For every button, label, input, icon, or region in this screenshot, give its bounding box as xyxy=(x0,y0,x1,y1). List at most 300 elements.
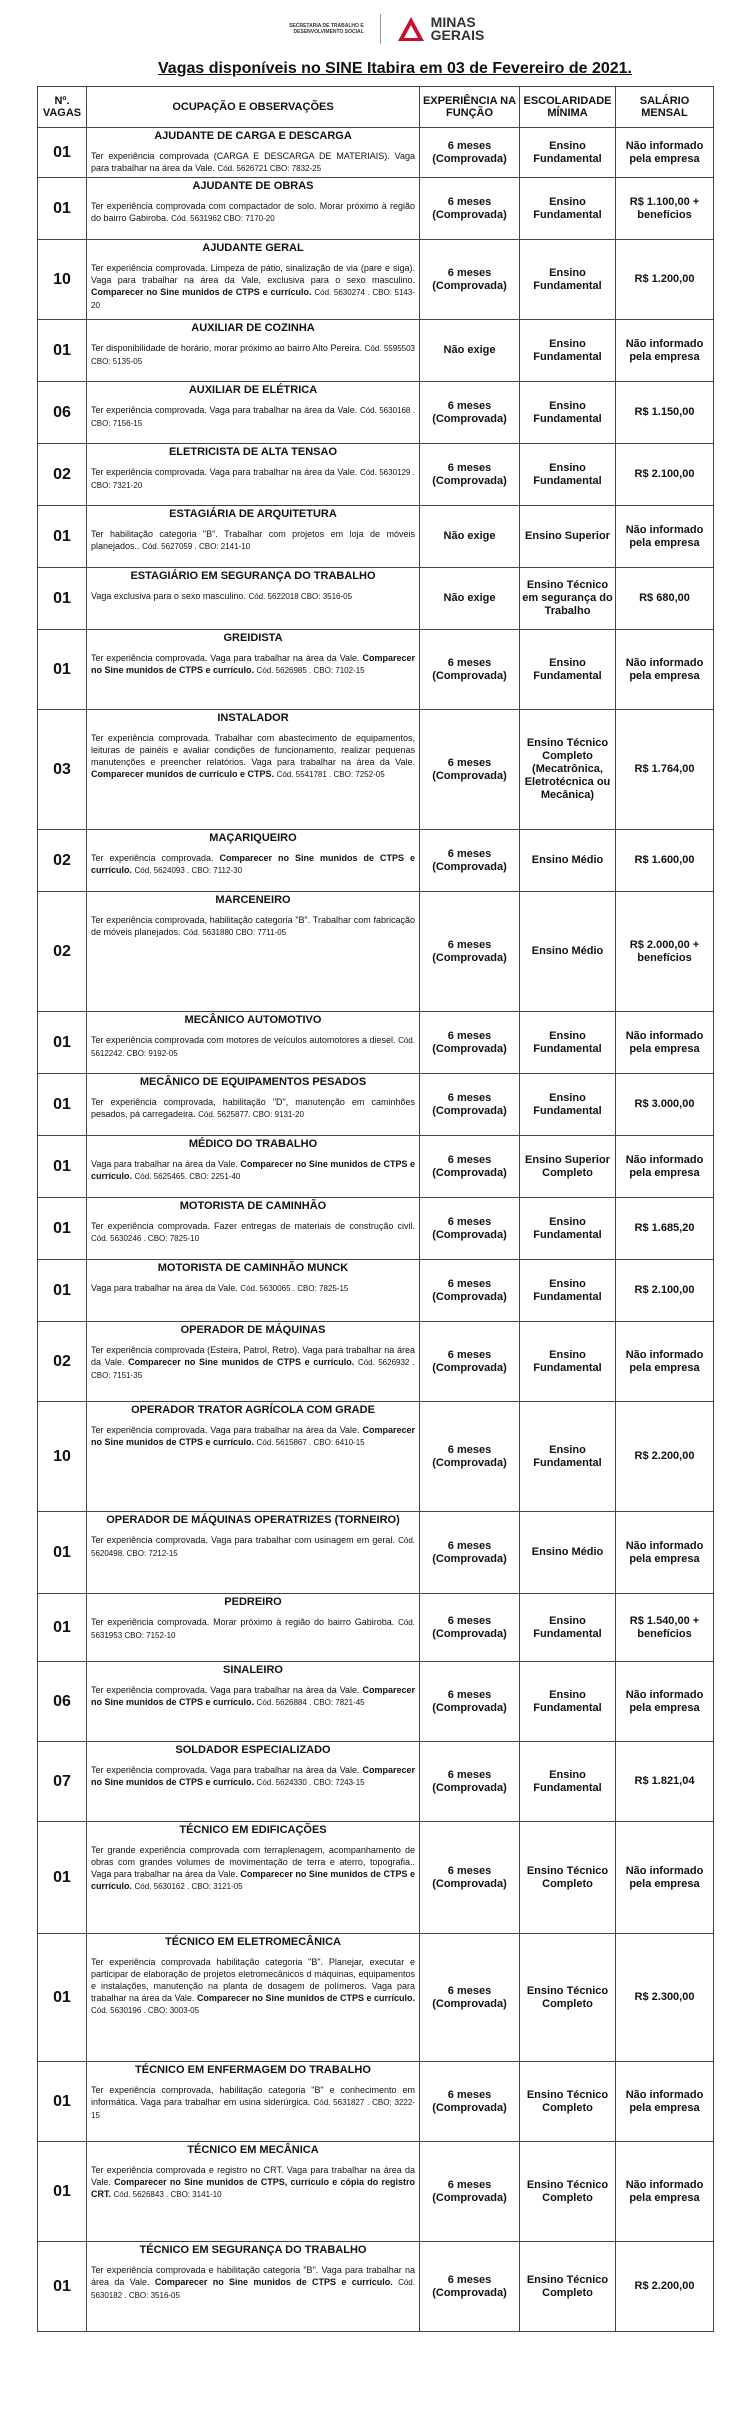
job-code: Cód. 5624330 . CBO: 7243-15 xyxy=(256,1778,365,1787)
table-row xyxy=(38,382,714,444)
ocupacao-description xyxy=(91,2164,415,2201)
ocupacao-cell xyxy=(87,2142,420,2242)
description-text: Ter experiência comprovada. xyxy=(91,853,214,863)
table-row xyxy=(38,1012,714,1074)
secretaria-label: SECRETARIA DE TRABALHO E DESENVOLVIMENTO SOCIAL xyxy=(289,23,364,35)
ocupacao-description xyxy=(91,914,415,939)
job-code: Cód. 5630274 . CBO: 5143-20 xyxy=(91,288,415,310)
ocupacao-title: MECÂNICO AUTOMOTIVO xyxy=(184,1014,322,1026)
escolaridade-cell: Ensino Fundamental xyxy=(520,382,616,444)
ocupacao-description xyxy=(91,2084,415,2122)
experiencia-cell: 6 meses (Comprovada) xyxy=(420,2142,520,2242)
vagas-count: 01 xyxy=(38,1934,87,2062)
job-code: Cód. 5630196 . CBO: 3003-05 xyxy=(91,2006,200,2015)
job-code: Cód. 5624093 . CBO: 7112-30 xyxy=(134,866,243,875)
table-row xyxy=(38,1322,714,1402)
ocupacao-title: TÉCNICO EM EDIFICAÇÕES xyxy=(179,1824,327,1836)
ocupacao-cell xyxy=(87,1198,420,1260)
ocupacao-description xyxy=(91,1034,415,1060)
ocupacao-title: MARCENEIRO xyxy=(215,894,291,906)
ocupacao-cell xyxy=(87,1742,420,1822)
ocupacao-cell xyxy=(87,892,420,1012)
experiencia-cell: 6 meses (Comprovada) xyxy=(420,1662,520,1742)
description-text: Ter experiência comprovada. Vaga para trabalhar na área da Vale. xyxy=(91,1425,360,1435)
salario-cell: R$ 1.764,00 xyxy=(616,710,714,830)
description-notice: Comparecer no Sine munidos de CTPS e currículo. xyxy=(154,2277,393,2287)
ocupacao-description xyxy=(91,590,415,603)
experiencia-cell: 6 meses (Comprovada) xyxy=(420,1402,520,1512)
ocupacao-title: SINALEIRO xyxy=(223,1664,283,1676)
job-code: Cód. 5630065 . CBO: 7825-15 xyxy=(240,1284,349,1293)
ocupacao-title: TÉCNICO EM MECÂNICA xyxy=(187,2144,319,2156)
table-row xyxy=(38,2142,714,2242)
vagas-count: 01 xyxy=(38,178,87,240)
job-code: Cód. 5626721 CBO: 7832-25 xyxy=(217,164,322,173)
description-text: Ter grande experiência comprovada com terraplenagem, acompanhamento de obras com grandes volumes de movimentação de terra e aterro, topografia.. Vaga para trabalhar na área da Vale. xyxy=(91,1845,415,1879)
experiencia-cell: 6 meses (Comprovada) xyxy=(420,892,520,1012)
description-text: Ter experiência comprovada com compactador de solo. Morar próximo à região do bairro Gabiroba. xyxy=(91,201,415,223)
escolaridade-cell: Ensino Técnico Completo xyxy=(520,1822,616,1934)
logo-line-2: GERAIS xyxy=(430,27,485,43)
escolaridade-cell: Ensino Técnico Completo xyxy=(520,2062,616,2142)
table-row xyxy=(38,892,714,1012)
ocupacao-description xyxy=(91,404,415,430)
salario-cell: R$ 3.000,00 xyxy=(616,1074,714,1136)
job-code: Cód. 5625877. CBO: 9131-20 xyxy=(198,1110,304,1119)
table-row xyxy=(38,2062,714,2142)
page-title: Vagas disponíveis no SINE Itabira em 03 de Fevereiro de 2021. xyxy=(158,60,632,77)
experiencia-cell: 6 meses (Comprovada) xyxy=(420,710,520,830)
ocupacao-cell xyxy=(87,710,420,830)
description-notice: Comparecer no Sine munidos de CTPS e currículo. xyxy=(91,1159,415,1181)
salario-cell: R$ 2.200,00 xyxy=(616,1402,714,1512)
escolaridade-cell: Ensino Fundamental xyxy=(520,630,616,710)
ocupacao-description xyxy=(91,1424,415,1449)
experiencia-cell: 6 meses (Comprovada) xyxy=(420,382,520,444)
table-row xyxy=(38,1260,714,1322)
ocupacao-cell xyxy=(87,1934,420,2062)
table-row xyxy=(38,1136,714,1198)
ocupacao-title: AJUDANTE DE OBRAS xyxy=(192,180,314,192)
table-row xyxy=(38,568,714,630)
ocupacao-title: OPERADOR DE MÁQUINAS xyxy=(180,1324,326,1336)
salario-cell: Não informado pela empresa xyxy=(616,1512,714,1594)
salario-cell: R$ 2.300,00 xyxy=(616,1934,714,2062)
experiencia-cell: 6 meses (Comprovada) xyxy=(420,630,520,710)
ocupacao-cell xyxy=(87,382,420,444)
table-row xyxy=(38,506,714,568)
ocupacao-cell xyxy=(87,1136,420,1198)
vagas-count: 01 xyxy=(38,1074,87,1136)
experiencia-cell: Não exige xyxy=(420,568,520,630)
col-header-experiencia: EXPERIÊNCIA NA FUNÇÃO xyxy=(420,87,520,128)
ocupacao-cell xyxy=(87,568,420,630)
salario-cell: Não informado pela empresa xyxy=(616,2142,714,2242)
escolaridade-cell: Ensino Superior Completo xyxy=(520,1136,616,1198)
salario-cell: R$ 1.150,00 xyxy=(616,382,714,444)
col-header-vagas: Nº. VAGAS xyxy=(38,87,87,128)
escolaridade-cell: Ensino Fundamental xyxy=(520,1742,616,1822)
table-row xyxy=(38,1198,714,1260)
job-code: Cód. 5631953 CBO: 7152-10 xyxy=(91,1618,415,1640)
ocupacao-title: PEDREIRO xyxy=(224,1596,282,1608)
ocupacao-title: AJUDANTE GERAL xyxy=(202,242,304,254)
job-code: Cód. 5631880 CBO: 7711-05 xyxy=(183,928,287,937)
vagas-count: 02 xyxy=(38,830,87,892)
ocupacao-cell xyxy=(87,1260,420,1322)
table-row xyxy=(38,1822,714,1934)
salario-cell: Não informado pela empresa xyxy=(616,1136,714,1198)
col-header-escolaridade: ESCOLARIDADE MÍNIMA xyxy=(520,87,616,128)
ocupacao-title: MOTORISTA DE CAMINHÃO MUNCK xyxy=(157,1262,349,1274)
experiencia-cell: 6 meses (Comprovada) xyxy=(420,2062,520,2142)
salario-cell: Não informado pela empresa xyxy=(616,2062,714,2142)
ocupacao-title: MAÇARIQUEIRO xyxy=(209,832,297,844)
salario-cell: R$ 2.200,00 xyxy=(616,2242,714,2332)
description-text: Ter experiência comprovada. Vaga para trabalhar na área da Vale. xyxy=(91,467,358,477)
escolaridade-cell: Ensino Médio xyxy=(520,1512,616,1594)
escolaridade-cell: Ensino Fundamental xyxy=(520,178,616,240)
description-text: Ter experiência comprovada. Trabalhar com abastecimento de equipamentos, leituras de painéis e avaliar condições de funcionamento, realizar pequenas manutenções e preencher relatórios. Vaga para trabalhar na área da Vale. xyxy=(91,733,415,767)
job-code: Cód. 5630246 . CBO: 7825-10 xyxy=(91,1234,200,1243)
table-row xyxy=(38,1594,714,1662)
vagas-count: 01 xyxy=(38,1136,87,1198)
ocupacao-title: ESTAGIÁRIO EM SEGURANÇA DO TRABALHO xyxy=(130,570,376,582)
description-text: Ter experiência comprovada. Vaga para trabalhar com usinagem em geral. xyxy=(91,1535,395,1545)
description-text: Ter experiência comprovada. Limpeza de pátio, sinalização de via (pare e siga). Vaga para trabalhar na área da Vale, exclusiva para o sexo masculino. xyxy=(91,263,415,285)
job-code: Cód. 5630182 . CBO: 3516-05 xyxy=(91,2278,415,2300)
experiencia-cell: 6 meses (Comprovada) xyxy=(420,2242,520,2332)
salario-cell: Não informado pela empresa xyxy=(616,1322,714,1402)
vacancies-table xyxy=(37,86,714,2332)
table-row xyxy=(38,830,714,892)
ocupacao-description xyxy=(91,150,415,175)
table-row xyxy=(38,1402,714,1512)
escolaridade-cell: Ensino Médio xyxy=(520,892,616,1012)
salario-cell: R$ 2.000,00 + benefícios xyxy=(616,892,714,1012)
description-text: Ter experiência comprovada e habilitação categoria "B". Vaga para trabalhar na área da Vale. xyxy=(91,2265,415,2287)
minas-gerais-logo xyxy=(397,15,485,43)
description-text: Vaga para trabalhar na área da Vale. xyxy=(91,1159,238,1169)
table-row xyxy=(38,444,714,506)
ocupacao-title: TÉCNICO EM ENFERMAGEM DO TRABALHO xyxy=(135,2064,371,2076)
experiencia-cell: 6 meses (Comprovada) xyxy=(420,1198,520,1260)
table-row xyxy=(38,1742,714,1822)
job-code: Cód. 5630162 . CBO: 3121-05 xyxy=(134,1882,243,1891)
experiencia-cell: 6 meses (Comprovada) xyxy=(420,1512,520,1594)
experiencia-cell: 6 meses (Comprovada) xyxy=(420,128,520,178)
vagas-count: 02 xyxy=(38,444,87,506)
ocupacao-description xyxy=(91,1616,415,1642)
ocupacao-cell xyxy=(87,1594,420,1662)
description-text: Ter experiência comprovada. Vaga para trabalhar na área da Vale. xyxy=(91,405,358,415)
ocupacao-description xyxy=(91,1764,415,1789)
ocupacao-title: GREIDISTA xyxy=(223,632,283,644)
vagas-count: 01 xyxy=(38,1512,87,1594)
ocupacao-description xyxy=(91,1344,415,1382)
ocupacao-cell xyxy=(87,128,420,178)
vagas-count: 01 xyxy=(38,2142,87,2242)
salario-cell: R$ 1.685,20 xyxy=(616,1198,714,1260)
description-notice: Comparecer no Sine munidos de CTPS e currículo. xyxy=(91,1425,415,1447)
vagas-count: 03 xyxy=(38,710,87,830)
job-code: Cód. 5631827 . CBO: 3222-15 xyxy=(91,2098,415,2120)
table-header-row xyxy=(38,87,714,128)
description-text: Ter disponibilidade de horário, morar próximo ao bairro Alto Pereira. xyxy=(91,343,363,353)
experiencia-cell: 6 meses (Comprovada) xyxy=(420,1594,520,1662)
logo-line-1: MINAS xyxy=(430,14,476,30)
vagas-count: 01 xyxy=(38,1012,87,1074)
ocupacao-description xyxy=(91,200,415,225)
table-row xyxy=(38,1512,714,1594)
ocupacao-cell xyxy=(87,178,420,240)
description-notice: Comparecer no Sine munidos de CTPS e currículo. xyxy=(91,1765,415,1787)
escolaridade-cell: Ensino Fundamental xyxy=(520,1260,616,1322)
salario-cell: Não informado pela empresa xyxy=(616,320,714,382)
ocupacao-description xyxy=(91,528,415,553)
description-text: Vaga exclusiva para o sexo masculino. xyxy=(91,591,246,601)
description-text: Ter experiência comprovada, habilitação categoria "B". Trabalhar com fabricação de móveis planejados. xyxy=(91,915,415,937)
ocupacao-title: OPERADOR TRATOR AGRÍCOLA COM GRADE xyxy=(131,1404,375,1416)
experiencia-cell: 6 meses (Comprovada) xyxy=(420,1822,520,1934)
ocupacao-cell xyxy=(87,1012,420,1074)
table-row xyxy=(38,1934,714,2062)
description-text: Ter experiência comprovada habilitação categoria "B". Planejar, executar e participar de elaboração de projetos eletromecânicos d máquinas, equipamentos e instalações, manutenção na planta de dosagem de polímeros. Vaga para trabalhar na área da Vale. xyxy=(91,1957,415,2003)
description-notice: Comparecer no Sine munidos de CTPS e currículo. xyxy=(196,1993,415,2003)
vagas-count: 01 xyxy=(38,2242,87,2332)
table-row xyxy=(38,320,714,382)
table-row xyxy=(38,1662,714,1742)
description-text: Ter habilitação categoria "B". Trabalhar com projetos em loja de móveis planejados.. xyxy=(91,529,415,551)
escolaridade-cell: Ensino Técnico Completo (Mecatrônica, Eletrotécnica ou Mecânica) xyxy=(520,710,616,830)
ocupacao-title: MOTORISTA DE CAMINHÃO xyxy=(179,1200,327,1212)
ocupacao-title: AJUDANTE DE CARGA E DESCARGA xyxy=(154,130,352,142)
escolaridade-cell: Ensino Técnico Completo xyxy=(520,2142,616,2242)
ocupacao-cell xyxy=(87,1512,420,1594)
page-header xyxy=(0,0,750,58)
experiencia-cell: 6 meses (Comprovada) xyxy=(420,444,520,506)
salario-cell: R$ 1.540,00 + benefícios xyxy=(616,1594,714,1662)
job-code: Cód. 5615867 . CBO: 6410-15 xyxy=(256,1438,365,1447)
vagas-count: 06 xyxy=(38,1662,87,1742)
vagas-count: 01 xyxy=(38,506,87,568)
ocupacao-title: TÉCNICO EM ELETROMECÂNICA xyxy=(165,1936,341,1948)
description-text: Vaga para trabalhar na área da Vale. xyxy=(91,1283,238,1293)
job-code: Cód. 5630129 . CBO: 7321-20 xyxy=(91,468,415,490)
job-code: Cód. 5595503 CBO: 5135-05 xyxy=(91,344,416,366)
salario-cell: R$ 2.100,00 xyxy=(616,444,714,506)
ocupacao-title: MECÂNICO DE EQUIPAMENTOS PESADOS xyxy=(139,1076,367,1088)
salario-cell: R$ 680,00 xyxy=(616,568,714,630)
vagas-count: 07 xyxy=(38,1742,87,1822)
ocupacao-description xyxy=(91,852,415,877)
escolaridade-cell: Ensino Técnico em segurança do Trabalho xyxy=(520,568,616,630)
ocupacao-description xyxy=(91,1158,415,1183)
job-code: Cód. 5612242. CBO: 9192-05 xyxy=(91,1036,415,1058)
description-text: Ter experiência comprovada com motores de veículos automotores a diesel. xyxy=(91,1035,396,1045)
salario-cell: Não informado pela empresa xyxy=(616,128,714,178)
description-text: Ter experiência comprovada. Morar próximo à região do bairro Gabiroba. xyxy=(91,1617,395,1627)
ocupacao-cell xyxy=(87,320,420,382)
description-text: Ter experiência comprovada, habilitação "D", manutenção em caminhões pesados, pá carregadeira. xyxy=(91,1097,415,1119)
experiencia-cell: 6 meses (Comprovada) xyxy=(420,1260,520,1322)
table-row xyxy=(38,2242,714,2332)
table-row xyxy=(38,630,714,710)
escolaridade-cell: Ensino Fundamental xyxy=(520,1402,616,1512)
vagas-count: 01 xyxy=(38,128,87,178)
ocupacao-description xyxy=(91,732,415,781)
job-code: Cód. 5626985 . CBO: 7102-15 xyxy=(256,666,365,675)
salario-cell: R$ 1.600,00 xyxy=(616,830,714,892)
ocupacao-cell xyxy=(87,2062,420,2142)
experiencia-cell: 6 meses (Comprovada) xyxy=(420,1322,520,1402)
ocupacao-description xyxy=(91,1684,415,1709)
vagas-count: 02 xyxy=(38,892,87,1012)
ocupacao-title: AUXILIAR DE COZINHA xyxy=(191,322,315,334)
ocupacao-cell xyxy=(87,1074,420,1136)
ocupacao-description xyxy=(91,1220,415,1245)
description-text: Ter experiência comprovada. Vaga para trabalhar na área da Vale. xyxy=(91,1765,360,1775)
experiencia-cell: 6 meses (Comprovada) xyxy=(420,1742,520,1822)
experiencia-cell: 6 meses (Comprovada) xyxy=(420,1074,520,1136)
ocupacao-title: ESTAGIÁRIA DE ARQUITETURA xyxy=(169,508,337,520)
job-code: Cód. 5631962 CBO: 7170-20 xyxy=(171,214,275,223)
description-text: Ter experiência comprovada (Esteira, Patrol, Retro). Vaga para trabalhar na área da Vale. xyxy=(91,1345,415,1367)
ocupacao-description xyxy=(91,342,415,368)
ocupacao-cell xyxy=(87,1402,420,1512)
ocupacao-description xyxy=(91,1534,415,1560)
job-code: Cód. 5620498. CBO: 7212-15 xyxy=(91,1536,415,1558)
ocupacao-description xyxy=(91,1096,415,1121)
description-text: Ter experiência comprovada, habilitação categoria "B" e conhecimento em informática. Vaga para trabalhar em usina siderúrgica. xyxy=(91,2085,415,2107)
escolaridade-cell: Ensino Fundamental xyxy=(520,240,616,320)
salario-cell: Não informado pela empresa xyxy=(616,1822,714,1934)
escolaridade-cell: Ensino Técnico Completo xyxy=(520,1934,616,2062)
vagas-count: 01 xyxy=(38,1822,87,1934)
table-row xyxy=(38,178,714,240)
escolaridade-cell: Ensino Fundamental xyxy=(520,320,616,382)
job-code: Cód. 5626932 . CBO: 7151-35 xyxy=(91,1358,415,1380)
job-code: Cód. 5626884 . CBO: 7821-45 xyxy=(256,1698,365,1707)
col-header-salario: SALÁRIO MENSAL xyxy=(616,87,714,128)
job-code: Cód. 5625465. CBO: 2251-40 xyxy=(134,1172,241,1181)
escolaridade-cell: Ensino Fundamental xyxy=(520,128,616,178)
ocupacao-description xyxy=(91,1956,415,2017)
description-notice: Comparecer munidos de currículo e CTPS. xyxy=(91,769,275,779)
ocupacao-description xyxy=(91,1844,415,1893)
escolaridade-cell: Ensino Fundamental xyxy=(520,1198,616,1260)
experiencia-cell: Não exige xyxy=(420,506,520,568)
vagas-count: 01 xyxy=(38,320,87,382)
escolaridade-cell: Ensino Fundamental xyxy=(520,1012,616,1074)
ocupacao-title: AUXILIAR DE ELÉTRICA xyxy=(188,384,318,396)
col-header-ocupacao: OCUPAÇÃO E OBSERVAÇÕES xyxy=(87,87,420,128)
vagas-count: 10 xyxy=(38,1402,87,1512)
description-notice: Comparecer no Sine munidos de CTPS e currículo. xyxy=(91,1869,415,1891)
description-notice: Comparecer no Sine munidos de CTPS e currículo. xyxy=(91,853,415,875)
ocupacao-description xyxy=(91,2264,415,2302)
table-row xyxy=(38,1074,714,1136)
ocupacao-cell xyxy=(87,830,420,892)
job-code: Cód. 5622018 CBO: 3516-05 xyxy=(248,592,353,601)
salario-cell: Não informado pela empresa xyxy=(616,1662,714,1742)
ocupacao-cell xyxy=(87,1822,420,1934)
description-text: Ter experiência comprovada. Vaga para trabalhar na área da Vale. xyxy=(91,1685,360,1695)
experiencia-cell: 6 meses (Comprovada) xyxy=(420,1012,520,1074)
vagas-count: 01 xyxy=(38,1260,87,1322)
ocupacao-title: ELETRICISTA DE ALTA TENSAO xyxy=(168,446,338,458)
table-row xyxy=(38,710,714,830)
ocupacao-title: TÉCNICO EM SEGURANÇA DO TRABALHO xyxy=(139,2244,367,2256)
escolaridade-cell: Ensino Fundamental xyxy=(520,1322,616,1402)
job-code: Cód. 5627059 . CBO: 2141-10 xyxy=(142,542,251,551)
experiencia-cell: 6 meses (Comprovada) xyxy=(420,178,520,240)
salario-cell: R$ 1.100,00 + benefícios xyxy=(616,178,714,240)
experiencia-cell: 6 meses (Comprovada) xyxy=(420,830,520,892)
job-code: Cód. 5626843 . CBO: 3141-10 xyxy=(113,2190,222,2199)
escolaridade-cell: Ensino Superior xyxy=(520,506,616,568)
ocupacao-cell xyxy=(87,506,420,568)
vagas-count: 06 xyxy=(38,382,87,444)
vagas-count: 01 xyxy=(38,2062,87,2142)
description-text: Ter experiência comprovada. Fazer entregas de materiais de construção civil. xyxy=(91,1221,415,1231)
ocupacao-title: SOLDADOR ESPECIALIZADO xyxy=(175,1744,331,1756)
description-notice: Comparecer no Sine munidos de CTPS e currículo. xyxy=(91,287,312,297)
vagas-count: 01 xyxy=(38,568,87,630)
vagas-count: 01 xyxy=(38,1594,87,1662)
escolaridade-cell: Ensino Técnico Completo xyxy=(520,2242,616,2332)
ocupacao-description xyxy=(91,466,415,492)
escolaridade-cell: Ensino Médio xyxy=(520,830,616,892)
description-notice: Comparecer no Sine munidos de CTPS, currículo e cópia do registro CRT. xyxy=(91,2177,415,2199)
escolaridade-cell: Ensino Fundamental xyxy=(520,444,616,506)
vagas-count: 01 xyxy=(38,630,87,710)
vagas-count: 10 xyxy=(38,240,87,320)
ocupacao-cell xyxy=(87,2242,420,2332)
ocupacao-cell xyxy=(87,1322,420,1402)
salario-cell: R$ 2.100,00 xyxy=(616,1260,714,1322)
ocupacao-cell xyxy=(87,630,420,710)
description-notice: Comparecer no Sine munidos de CTPS e currículo. xyxy=(91,1685,415,1707)
ocupacao-description xyxy=(91,1282,415,1295)
description-text: Ter experiência comprovada (CARGA E DESCARGA DE MATERIAIS). Vaga para trabalhar na área da Vale. xyxy=(91,151,415,173)
escolaridade-cell: Ensino Fundamental xyxy=(520,1662,616,1742)
ocupacao-title: MÉDICO DO TRABALHO xyxy=(188,1138,318,1150)
experiencia-cell: 6 meses (Comprovada) xyxy=(420,1136,520,1198)
salario-cell: R$ 1.200,00 xyxy=(616,240,714,320)
ocupacao-cell xyxy=(87,1662,420,1742)
escolaridade-cell: Ensino Fundamental xyxy=(520,1074,616,1136)
logo-divider xyxy=(380,14,381,44)
vagas-count: 01 xyxy=(38,1198,87,1260)
triangle-logo-icon xyxy=(397,15,425,43)
ocupacao-title: INSTALADOR xyxy=(217,712,289,724)
experiencia-cell: 6 meses (Comprovada) xyxy=(420,240,520,320)
ocupacao-cell xyxy=(87,444,420,506)
description-notice: Comparecer no Sine munidos de CTPS e currículo. xyxy=(91,653,415,675)
table-row xyxy=(38,128,714,178)
experiencia-cell: Não exige xyxy=(420,320,520,382)
salario-cell: Não informado pela empresa xyxy=(616,1012,714,1074)
description-text: Ter experiência comprovada. Vaga para trabalhar na área da Vale. xyxy=(91,653,360,663)
experiencia-cell: 6 meses (Comprovada) xyxy=(420,1934,520,2062)
table-body xyxy=(38,128,714,2332)
description-notice: Comparecer no Sine munidos de CTPS e currículo. xyxy=(128,1357,355,1367)
ocupacao-description xyxy=(91,262,415,312)
vagas-count: 02 xyxy=(38,1322,87,1402)
ocupacao-title: OPERADOR DE MÁQUINAS OPERATRIZES (TORNEIRO) xyxy=(106,1514,400,1526)
salario-cell: R$ 1.821,04 xyxy=(616,1742,714,1822)
